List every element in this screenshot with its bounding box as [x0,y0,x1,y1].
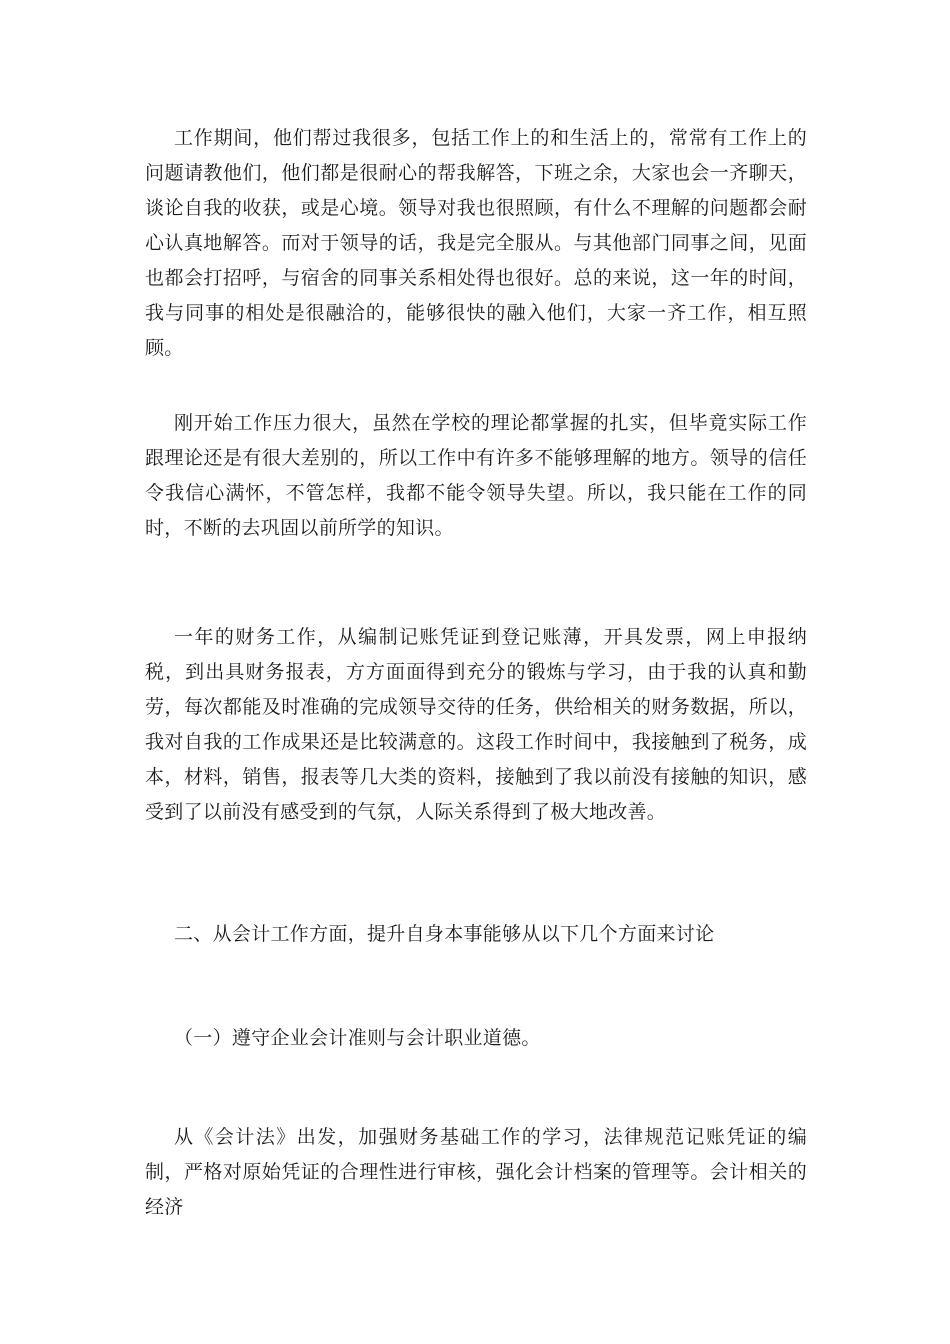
subsection-heading: （一）遵守企业会计准则与会计职业道德。 [174,1027,541,1049]
paragraph-colleague-relations: 工作期间，他们帮过我很多，包括工作上的和生活上的，常常有工作上的问题请教他们，他们都是很耐心的帮我解答，下班之余，大家也会一齐聊天，谈论自我的收获，或是心境。领导对我也很照顾，有什么不理解的问题都会耐心认真地解答。而对于领导的话，我是完全服从。与其他部门同事之间，见面也都会打招呼，与宿舍的同事关系相处得也很好。总的来说，这一年的时间，我与同事的相处是很融洽的，能够很快的融入他们，大家一齐工作，相互照顾。 [145,127,807,359]
paragraph-finance-work: 一年的财务工作，从编制记账凭证到登记账薄，开具发票，网上申报纳税，到出具财务报表，方方面面得到充分的锻炼与学习，由于我的认真和勤劳，每次都能及时准确的完成领导交待的任务，供给相关的财务数据，所以，我对自我的工作成果还是比较满意的。这段工作时间中，我接触到了税务，成本，材料，销售，报表等几大类的资料，接触到了我以前没有接触的知识，感受到了以前没有感受到的气氛，人际关系得到了极大地改善。 [145,626,807,823]
section-heading: 二、从会计工作方面，提升自身本事能够从以下几个方面来讨论 [174,923,715,945]
paragraph-accounting-law: 从《会计法》出发，加强财务基础工作的学习，法律规范记账凭证的编制，严格对原始凭证的合理性进行审核，强化会计档案的管理等。会计相关的经济 [145,1126,807,1218]
paragraph-work-pressure: 刚开始工作压力很大，虽然在学校的理论都掌握的扎实，但毕竟实际工作跟理论还是有很大差别的，所以工作中有许多不能够理解的地方。领导的信任令我信心满怀，不管怎样，我都不能令领导失望。所以，我只能在工作的同时，不断的去巩固以前所学的知识。 [145,412,807,539]
